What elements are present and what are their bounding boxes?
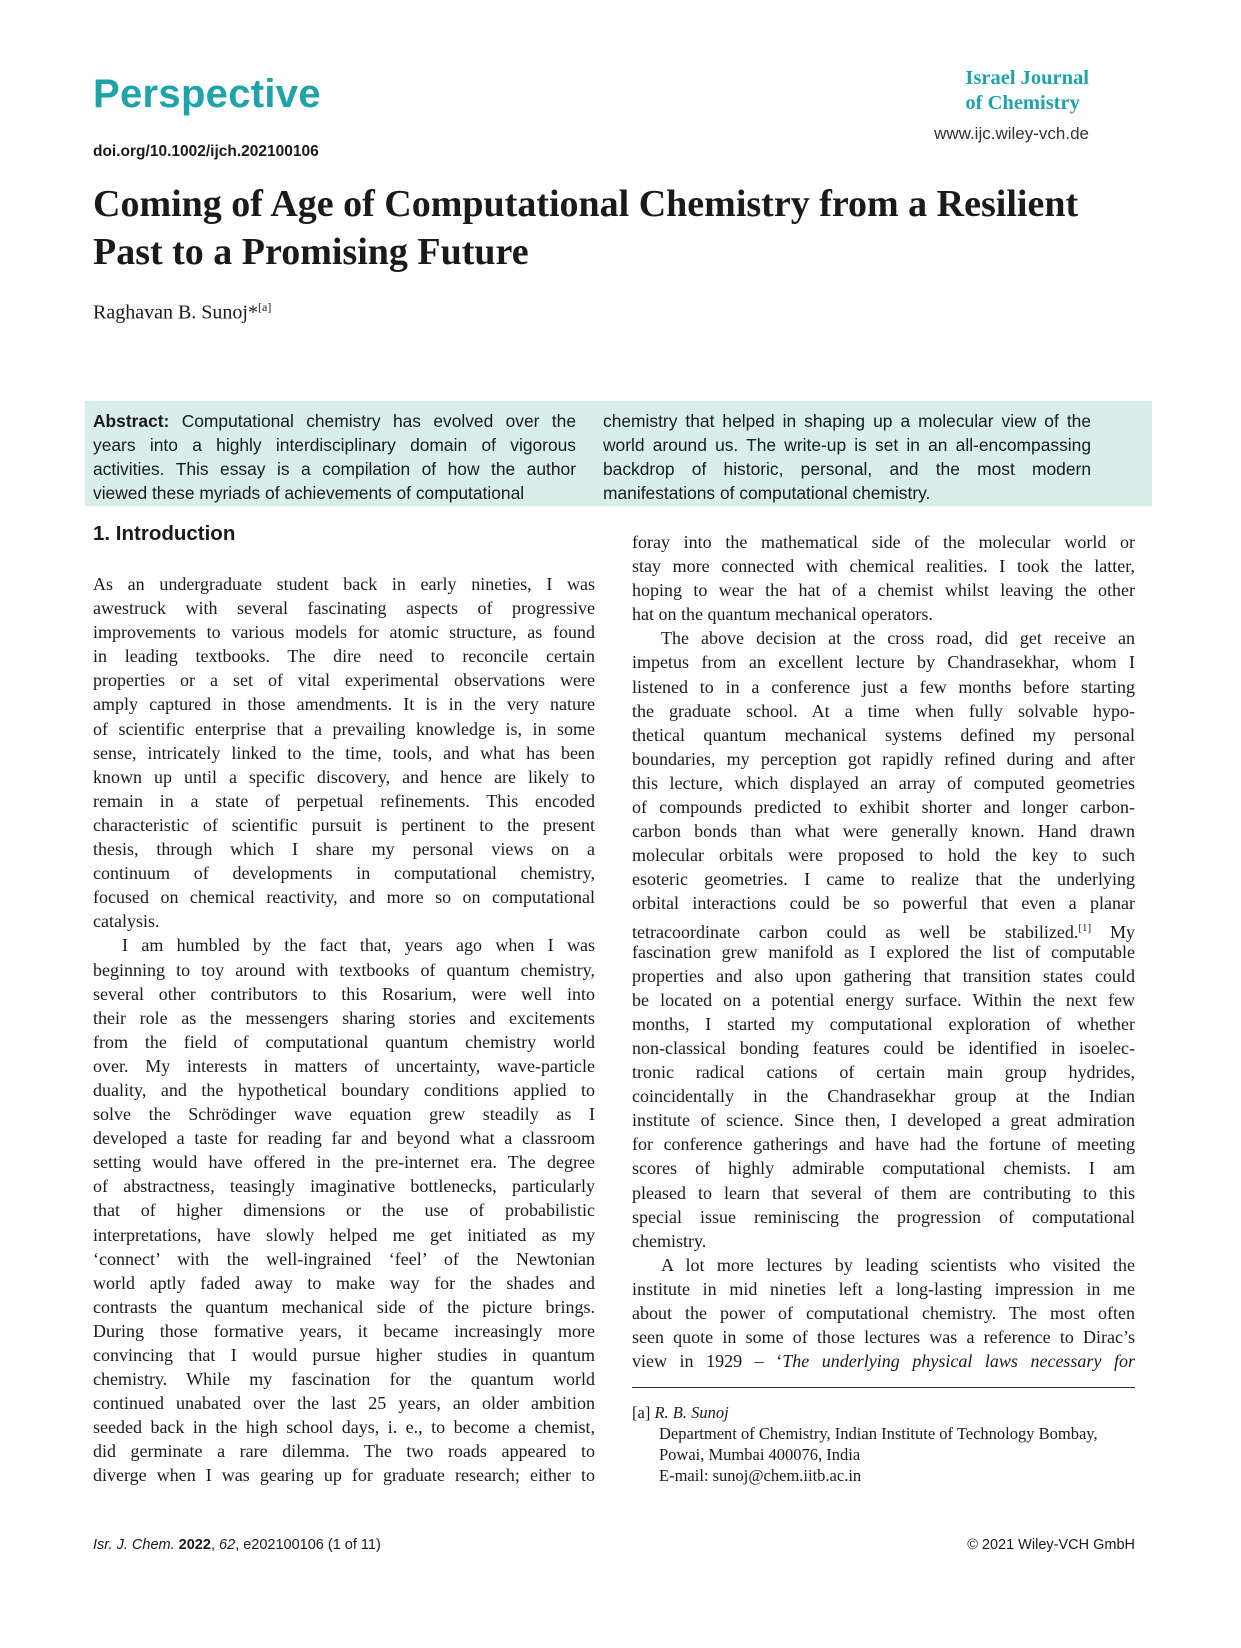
- body-line: convincing that I would pursue higher studies in quantum: [93, 1345, 595, 1365]
- footnote-divider: [632, 1387, 1135, 1388]
- abstract-line: backdrop of historic, personal, and the most modern: [603, 459, 1091, 479]
- author-name: Raghavan B. Sunoj*: [93, 301, 258, 324]
- body-text: view in 1929 – ‘: [632, 1351, 783, 1372]
- body-line: [632, 626, 1135, 650]
- journal-logo-line1: Israel Journal: [965, 67, 1089, 89]
- body-line: During those formative years, it became increasingly more: [93, 1320, 595, 1341]
- body-left-column: [93, 572, 595, 1488]
- footer-volume: 62: [219, 1537, 236, 1553]
- body-line: that of higher dimensions or the use of probabilistic: [93, 1200, 595, 1221]
- body-line: [632, 1132, 1135, 1156]
- journal-url[interactable]: www.ijc.wiley-vch.de: [934, 124, 1089, 143]
- body-line: [632, 578, 1135, 602]
- page-footer-citation: Isr. J. Chem. 2022, 62, e202100106 (1 of 11): [93, 1537, 381, 1553]
- body-line: solve the Schrödinger wave equation grew steadily as I: [93, 1104, 595, 1125]
- body-line: continued unabated over the last 25 years, an older ambition: [93, 1393, 595, 1414]
- body-text: boundaries, my perception got rapidly refined during and after: [632, 748, 1135, 769]
- body-line: [632, 771, 1135, 795]
- body-line: [632, 554, 1135, 578]
- body-text: non-classical bonding features could be identified in isoelec-: [632, 1037, 1135, 1058]
- abstract-text: years into a highly interdisciplinary domain of vigorous: [93, 435, 576, 455]
- body-line: [632, 1012, 1135, 1036]
- body-text: A lot more lectures by leading scientists who visited the: [661, 1254, 1135, 1275]
- body-text: thetical quantum mechanical systems defined my personal: [632, 724, 1135, 745]
- page-footer-copyright: © 2021 Wiley-VCH GmbH: [967, 1537, 1135, 1553]
- footer-year: 2022: [178, 1537, 211, 1553]
- abstract-line: chemistry that helped in shaping up a molecular view of the: [603, 411, 1091, 431]
- body-line: ‘connect’ with the well-ingrained ‘feel’ of the Newtonian: [93, 1248, 595, 1269]
- body-text: institute in mid nineties left a long-lasting impression in me: [632, 1278, 1135, 1299]
- body-line: focused on chemical reactivity, and more so on computational: [93, 887, 595, 908]
- footnote-affiliation-1: Department of Chemistry, Indian Institute of Technology Bombay,: [659, 1424, 1098, 1443]
- body-line: did germinate a rare dilemma. The two roads appeared to: [93, 1441, 595, 1462]
- body-text: seen quote in some of those lectures was a reference to Dirac’s: [632, 1327, 1135, 1348]
- body-line: [632, 1181, 1135, 1205]
- body-line: [632, 819, 1135, 843]
- body-text: properties and also upon gathering that transition states could: [632, 965, 1135, 986]
- body-line: characteristic of scientific pursuit is pertinent to the present: [93, 814, 595, 835]
- body-text: listened to in a conference just a few months before starting: [632, 676, 1135, 697]
- body-line: [632, 1229, 1135, 1253]
- footnote-affiliation-2: Powai, Mumbai 400076, India: [659, 1445, 861, 1464]
- body-line: properties or a set of vital experimental observations were: [93, 670, 595, 691]
- body-line: in leading textbooks. The dire need to reconcile certain: [93, 646, 595, 667]
- body-line: [632, 650, 1135, 674]
- body-line: developed a taste for reading far and beyond what a classroom: [93, 1128, 595, 1149]
- body-text: months, I started my computational exploration of whether: [632, 1013, 1135, 1034]
- abstract-text: Computational chemistry has evolved over the: [169, 411, 576, 431]
- body-line: world aptly faded away to make way for the shades and: [93, 1272, 595, 1293]
- body-line: their role as the messengers sharing stories and excitements: [93, 1007, 595, 1028]
- body-line: beginning to toy around with textbooks of quantum chemistry,: [93, 959, 595, 980]
- body-line: from the field of computational quantum chemistry world: [93, 1031, 595, 1052]
- body-line: [632, 867, 1135, 891]
- body-line: known up until a specific discovery, and hence are likely to: [93, 766, 595, 787]
- abstract-line: [93, 433, 576, 457]
- body-line: catalysis.: [93, 911, 160, 932]
- body-text: for conference gatherings and have had the fortune of meeting: [632, 1134, 1135, 1155]
- article-title-line2: Past to a Promising Future: [93, 231, 529, 273]
- abstract-line: manifestations of computational chemistry.: [603, 483, 931, 503]
- doi-link[interactable]: doi.org/10.1002/ijch.202100106: [93, 143, 319, 160]
- abstract-left-column: [93, 409, 576, 505]
- body-line: [632, 530, 1135, 554]
- body-line: interpretations, have slowly helped me get initiated as my: [93, 1224, 595, 1245]
- body-text: this lecture, which displayed an array of computed geometries: [632, 772, 1135, 793]
- section-label: Perspective: [93, 72, 321, 116]
- author-line: [93, 300, 271, 325]
- body-line: chemistry. While my fascination for the quantum world: [93, 1369, 595, 1390]
- body-text: pleased to learn that several of them are contributing to this: [632, 1182, 1135, 1203]
- body-line: [632, 940, 1135, 964]
- section-heading: 1. Introduction: [93, 522, 236, 545]
- body-text: My: [1091, 921, 1135, 942]
- body-line: [632, 795, 1135, 819]
- body-line: [632, 1277, 1135, 1301]
- affiliation-footnote: [632, 1402, 1098, 1486]
- body-line: thesis, through which I share my personal views on a: [93, 839, 595, 860]
- body-line: [632, 1253, 1135, 1277]
- footer-article-id: e202100106 (1 of 11): [243, 1537, 381, 1553]
- body-line: I am humbled by the fact that, years ago when I was: [122, 935, 595, 956]
- body-text: orbital interactions could be so powerful that even a planar: [632, 893, 1135, 914]
- body-line: duality, and the hypothetical boundary conditions applied to: [93, 1079, 595, 1100]
- abstract-label: Abstract:: [93, 411, 170, 431]
- body-line: [632, 843, 1135, 867]
- body-line: [632, 1325, 1135, 1349]
- abstract-text: viewed these myriads of achievements of computational: [93, 483, 525, 503]
- body-text: hat on the quantum mechanical operators.: [632, 604, 933, 625]
- body-line: of abstractness, teasingly imaginative bottlenecks, particularly: [93, 1176, 595, 1197]
- footer-journal: Isr. J. Chem.: [93, 1537, 175, 1553]
- body-text: about the power of computational chemistry. The most often: [632, 1303, 1135, 1323]
- body-line: [632, 1205, 1135, 1229]
- body-line: [632, 1036, 1135, 1060]
- body-text: esoteric geometries. I came to realize that the underlying: [632, 869, 1135, 890]
- body-text: stay more connected with chemical realities. I took the latter,: [632, 556, 1135, 577]
- journal-logo-line2: of Chemistry: [965, 92, 1080, 114]
- body-line: over. My interests in matters of uncertainty, wave-particle: [93, 1055, 595, 1076]
- author-affiliation-marker[interactable]: [a]: [258, 300, 272, 314]
- body-line: As an undergraduate student back in early nineties, I was: [93, 574, 595, 594]
- body-text: special issue reminiscing the progression of computational: [632, 1206, 1135, 1227]
- body-line: amply captured in those amendments. It is in the very nature: [93, 694, 595, 715]
- body-line: improvements to various models for atomic structure, as found: [93, 622, 595, 643]
- journal-logo: [965, 66, 1089, 116]
- body-text: hoping to wear the hat of a chemist whilst leaving the other: [632, 580, 1135, 601]
- body-line: [632, 602, 1135, 626]
- body-text: coincidentally in the Chandrasekhar group at the Indian: [632, 1086, 1135, 1107]
- body-line: [632, 1108, 1135, 1132]
- body-line: continuum of developments in computational chemistry,: [93, 863, 595, 884]
- body-line: [632, 723, 1135, 747]
- body-text: carbon bonds than what were generally known. Hand drawn: [632, 821, 1135, 842]
- body-line: [632, 891, 1135, 915]
- body-line: [632, 916, 1135, 940]
- body-text: foray into the mathematical side of the molecular world or: [632, 532, 1135, 552]
- body-line: [632, 988, 1135, 1012]
- body-line: setting would have offered in the pre-internet era. The degree: [93, 1152, 595, 1173]
- body-text: The above decision at the cross road, did get receive an: [661, 628, 1135, 649]
- body-line: [632, 1156, 1135, 1180]
- body-line: several other contributors to this Rosarium, were well into: [93, 983, 595, 1004]
- abstract-right-column: [603, 409, 1091, 505]
- body-line: remain in a state of perpetual refinements. This encoded: [93, 790, 595, 811]
- body-line: awestruck with several fascinating aspects of progressive: [93, 598, 595, 619]
- footnote-author: R. B. Sunoj: [654, 1403, 729, 1422]
- body-text: tetracoordinate carbon could as well be stabilized.: [632, 921, 1079, 942]
- abstract-line: [93, 481, 576, 505]
- dirac-quote: The underlying physical laws necessary for: [782, 1351, 1135, 1372]
- body-line: [632, 747, 1135, 771]
- body-line: [632, 699, 1135, 723]
- citation-ref[interactable]: [1]: [1078, 921, 1092, 934]
- body-text: chemistry.: [632, 1230, 707, 1251]
- body-line: contrasts the quantum mechanical side of the picture brings.: [93, 1296, 595, 1317]
- footnote-label: [a]: [632, 1403, 655, 1422]
- body-right-column: [632, 530, 1135, 1373]
- article-title: [93, 180, 1153, 276]
- abstract-box: [85, 401, 1152, 506]
- body-text: scores of highly admirable computational chemists. I am: [632, 1158, 1135, 1179]
- body-line: sense, intricately linked to the time, tools, and what has been: [93, 742, 595, 763]
- article-title-line1: Coming of Age of Computational Chemistry from a Resilient: [93, 183, 1079, 225]
- body-text: impetus from an excellent lecture by Chandrasekhar, whom I: [632, 652, 1135, 673]
- body-text: be located on a potential energy surface. Within the next few: [632, 989, 1135, 1010]
- body-text: the graduate school. At a time when fully solvable hypo-: [632, 700, 1135, 721]
- body-line: diverge when I was gearing up for graduate research; either to: [93, 1465, 595, 1486]
- abstract-line: [93, 409, 576, 433]
- body-line: [632, 1060, 1135, 1084]
- body-line: [632, 675, 1135, 699]
- body-text: institute of science. Since then, I developed a great admiration: [632, 1110, 1135, 1131]
- body-text: fascination grew manifold as I explored the list of computable: [632, 941, 1135, 962]
- abstract-line: world around us. The write-up is set in an all-encompassing: [603, 435, 1091, 455]
- body-line: [632, 964, 1135, 988]
- body-line: [632, 1084, 1135, 1108]
- abstract-text: activities. This essay is a compilation of how the author: [93, 459, 576, 479]
- body-text: molecular orbitals were proposed to hold the key to such: [632, 845, 1135, 866]
- body-line: [632, 1301, 1135, 1325]
- body-text: tronic radical cations of certain main group hydrides,: [632, 1062, 1135, 1083]
- body-line: [632, 1349, 1135, 1373]
- body-line: of scientific enterprise that a prevailing knowledge is, in some: [93, 718, 595, 739]
- body-line: seeded back in the high school days, i. e., to become a chemist,: [93, 1417, 595, 1438]
- abstract-line: [93, 457, 576, 481]
- footnote-email[interactable]: E-mail: sunoj@chem.iitb.ac.in: [659, 1466, 862, 1485]
- body-text: of compounds predicted to exhibit shorter and longer carbon-: [632, 797, 1135, 818]
